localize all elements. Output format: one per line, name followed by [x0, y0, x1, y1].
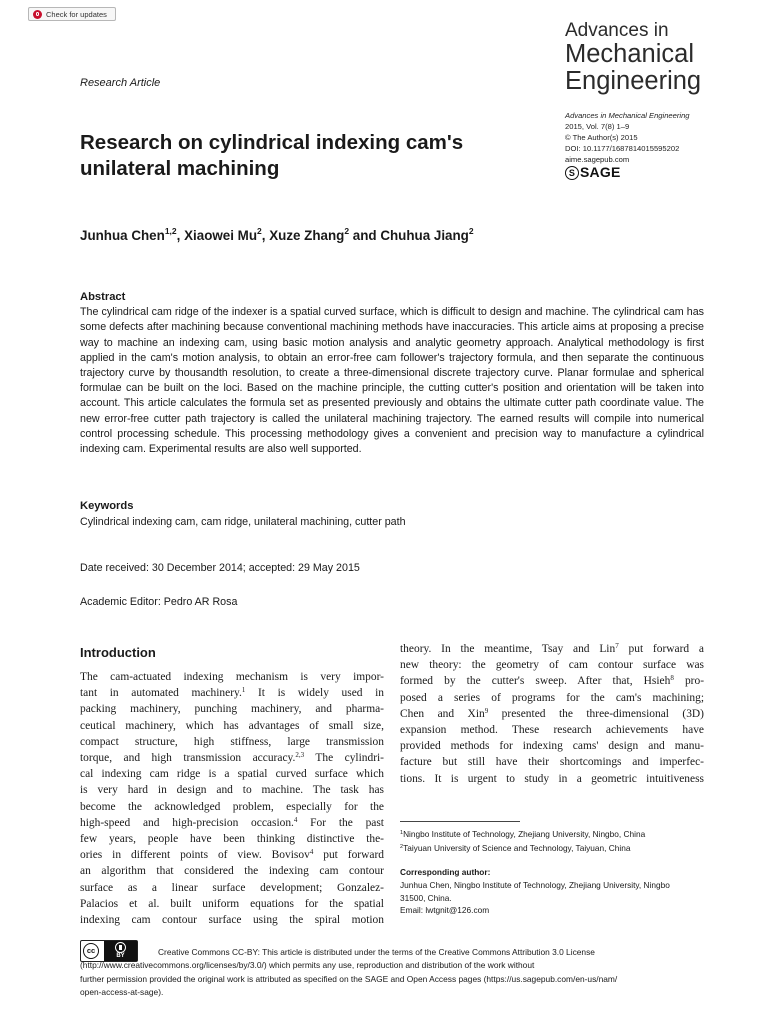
author-affiliation: 2: [344, 226, 350, 236]
journal-url-link[interactable]: aime.sagepub.com: [565, 155, 630, 164]
body-text-line: [80, 831, 384, 847]
body-text-line: [80, 847, 384, 863]
by-label: BY: [116, 953, 125, 959]
license-line: open-access-at-sage).: [80, 986, 164, 997]
body-text-line: [400, 738, 704, 754]
body-text: presented the three-dimensional (3D): [488, 707, 704, 720]
body-text-line: [400, 722, 704, 738]
doi-link[interactable]: DOI: 10.1177/1687814015595202: [565, 144, 680, 153]
body-text: new theory: the geometry of cam contour surface was: [400, 659, 704, 672]
body-text-line: [80, 669, 384, 685]
body-text-line: [80, 766, 384, 782]
body-text: Chen and Xin: [400, 707, 485, 720]
journal-logo: [565, 20, 755, 95]
body-text: compact structure, high stiffness, large transmission: [80, 735, 384, 748]
cc-icon: cc: [83, 943, 99, 959]
body-text-line: [80, 782, 384, 798]
body-text: expansion method. These research achievements have: [400, 724, 704, 737]
citation-ref[interactable]: 9: [484, 706, 489, 715]
author-separator: ,: [261, 228, 270, 243]
body-text: ceutical machinery, which has advantages of small size,: [80, 719, 384, 732]
author-separator: and: [349, 228, 381, 243]
body-text-line: [80, 799, 384, 815]
author-name: Chuhua Jiang: [380, 228, 469, 243]
keywords-section: [80, 499, 704, 530]
body-text: provided methods for indexing cams' design and manu-: [400, 740, 704, 753]
corresponding-author: [400, 866, 720, 917]
article-type: Research Article: [80, 77, 161, 89]
body-text-line: [80, 880, 384, 896]
body-text: indexing cam contour surface using the spiral motion: [80, 914, 384, 927]
body-text-line: [80, 815, 384, 831]
body-text: The cylindri-: [304, 752, 384, 765]
license-line: Creative Commons CC-BY: This article is distributed under the terms of the Creative Commons Attribution 3.0 License: [158, 947, 595, 957]
body-text-line: [80, 718, 384, 734]
body-text-line: [400, 690, 704, 706]
sage-icon: S: [565, 166, 579, 180]
abstract-heading: Abstract: [80, 291, 126, 303]
author-affiliation: 1,2: [164, 226, 177, 236]
citation-ref[interactable]: 4: [293, 815, 298, 824]
update-icon: [33, 10, 42, 19]
affiliation-number: 2: [400, 843, 404, 850]
corresponding-line: Junhua Chen, Ningbo Institute of Technology, Zhejiang University, Ningbo: [400, 879, 670, 890]
body-text-line: [80, 750, 384, 766]
author-affiliation: 2: [257, 226, 262, 236]
author-affiliation: 2: [468, 226, 474, 236]
publisher-logo: [565, 164, 620, 180]
body-text: For the past: [297, 816, 384, 829]
author-list: [80, 228, 474, 243]
affiliation-item: [400, 828, 720, 842]
body-text-line: [80, 896, 384, 912]
body-text: The cam-actuated indexing mechanism is very impor-: [80, 671, 384, 683]
body-text-line: [400, 673, 704, 689]
journal-title-line2: Mechanical: [565, 40, 694, 68]
citation-ref[interactable]: 4: [309, 848, 314, 857]
citation-ref[interactable]: 8: [670, 674, 674, 683]
body-text-line: [400, 706, 704, 722]
journal-metadata: [565, 110, 765, 165]
body-text: pro-: [673, 675, 705, 688]
check-for-updates-label: Check for updates: [46, 10, 107, 19]
body-text: cal indexing cam ridge is a spatial curved surface which: [80, 768, 384, 781]
footnote-divider: [400, 821, 520, 822]
affiliation-text: Taiyuan University of Science and Technology, Taiyuan, China: [403, 842, 631, 853]
citation-ref[interactable]: 1: [241, 686, 246, 695]
body-text: posed a series of programs for the cam's machining;: [400, 691, 704, 704]
author-name: Xiaowei Mu: [184, 228, 258, 243]
author-name: Junhua Chen: [80, 228, 165, 243]
body-column-right: [400, 641, 704, 787]
body-text: torque, and high transmission accuracy.: [80, 752, 296, 765]
license-line: (http://www.creativecommons.org/licenses/by/3.0/) which permits any use, reproduction and distribution of the work without: [80, 960, 535, 971]
affiliation-item: [400, 842, 720, 856]
journal-title-line3: Engineering: [565, 67, 702, 95]
body-text: It is widely used in: [245, 687, 384, 700]
publication-dates: Date received: 30 December 2014; accepted: 29 May 2015: [80, 562, 360, 574]
body-text-line: [400, 771, 704, 787]
body-text-line: [80, 734, 384, 750]
body-text: ories in different points of view. Bovisov: [80, 849, 310, 862]
body-text: put forward a: [618, 643, 704, 655]
corresponding-email[interactable]: Email: lwtgnit@126.com: [400, 905, 490, 916]
affiliation-number: 1: [400, 830, 404, 836]
corresponding-heading: Corresponding author:: [400, 867, 491, 877]
body-column-left: [80, 669, 384, 928]
affiliation-text: Ningbo Institute of Technology, Zhejiang University, Ningbo, China: [403, 829, 646, 839]
body-text: put forward: [313, 849, 384, 862]
body-text-line: [400, 641, 704, 657]
body-text: theory. In the meantime, Tsay and Lin: [400, 643, 616, 655]
affiliations: [400, 828, 720, 855]
body-text-line: [400, 657, 704, 673]
author-separator: ,: [176, 228, 185, 243]
keywords-heading: Keywords: [80, 500, 134, 512]
body-text-line: [80, 701, 384, 717]
journal-name: Advances in Mechanical Engineering: [565, 111, 690, 120]
introduction-heading: Introduction: [80, 645, 156, 660]
body-text: tant in automated machinery.: [80, 687, 242, 700]
check-for-updates-button[interactable]: [28, 7, 116, 21]
body-text: few years, people have been thinking distinctive the-: [80, 833, 384, 846]
body-text: surface as a linear surface development; Gonzalez-: [80, 881, 384, 894]
page-title: Research on cylindrical indexing cam's unilateral machining: [80, 131, 464, 180]
body-text-line: [80, 685, 384, 701]
citation-ref[interactable]: 7: [615, 642, 619, 650]
academic-editor: Academic Editor: Pedro AR Rosa: [80, 596, 238, 608]
body-text: is very hard in design and to machine. The task has: [80, 784, 384, 797]
copyright: © The Author(s) 2015: [565, 133, 638, 142]
license-notice: [80, 946, 704, 999]
body-text: facture but still have their shortcomings and imperfec-: [400, 756, 704, 769]
license-line: further permission provided the original work is attributed as specified on the SAGE and Open Access pages (https://us.sagepub.com/en-us/nam/: [80, 973, 618, 984]
body-text: tions. It is urgent to study in a geometric intuitiveness: [400, 772, 704, 785]
journal-title-line1: Advances in: [565, 20, 669, 41]
body-text: formed by the cutter's sweep. After that, Hsieh: [400, 675, 671, 688]
keywords-text: Cylindrical indexing cam, cam ridge, unilateral machining, cutter path: [80, 515, 406, 528]
abstract-text: The cylindrical cam ridge of the indexer is a spatial curved surface, which is difficult to design and machine. The cylindrical cam has some defects after machining because conventional machining methods have inaccuracies. This article aims at proposing a precise way to machine an indexing cam, using basic motion analysis and analytic geometry approach. Analytical methodology is first applied in the cam's motion analysis, to obtain an error-free cam follower's trajectory formula, and then separate the continuous trajectory curve by thousandth resolution, to create a three-dimensional discrete trajectory curve. Planar formulae and spherical formulae can be built on the loci. Based on the machine principle, the cutting cutter's position and orientation will be taken into account. This article calculates the formula set as presented previously and obtains the ultimate cutter path coordinate value. The new error-free cutter path trajectory is called the unilateral machining trajectory. The earned results will compile into numerical control processing schedule. This processing methodology gives a convenient and precision way to manufacture a cylindrical indexing cam. Experimental results are also well supported.: [80, 306, 704, 456]
body-text-line: [400, 754, 704, 770]
body-text: Palacios et al. built uniform equations for the spatial: [80, 897, 384, 910]
body-text-line: [80, 912, 384, 928]
body-text: an algorithm that considered the indexing cam contour: [80, 865, 384, 878]
publisher-name: SAGE: [580, 164, 621, 180]
body-text: packing machinery, punching machinery, and pharma-: [80, 703, 384, 716]
citation-ref[interactable]: 2,3: [295, 751, 305, 760]
body-text-line: [80, 863, 384, 879]
body-text: high-speed and high-precision occasion.: [80, 816, 294, 829]
author-name: Xuze Zhang: [269, 228, 345, 243]
volume-info: 2015, Vol. 7(8) 1–9: [565, 122, 630, 131]
abstract-section: [80, 290, 704, 457]
corresponding-line: 31500, China.: [400, 892, 452, 903]
body-text: become the acknowledged problem, especially for the: [80, 800, 384, 813]
